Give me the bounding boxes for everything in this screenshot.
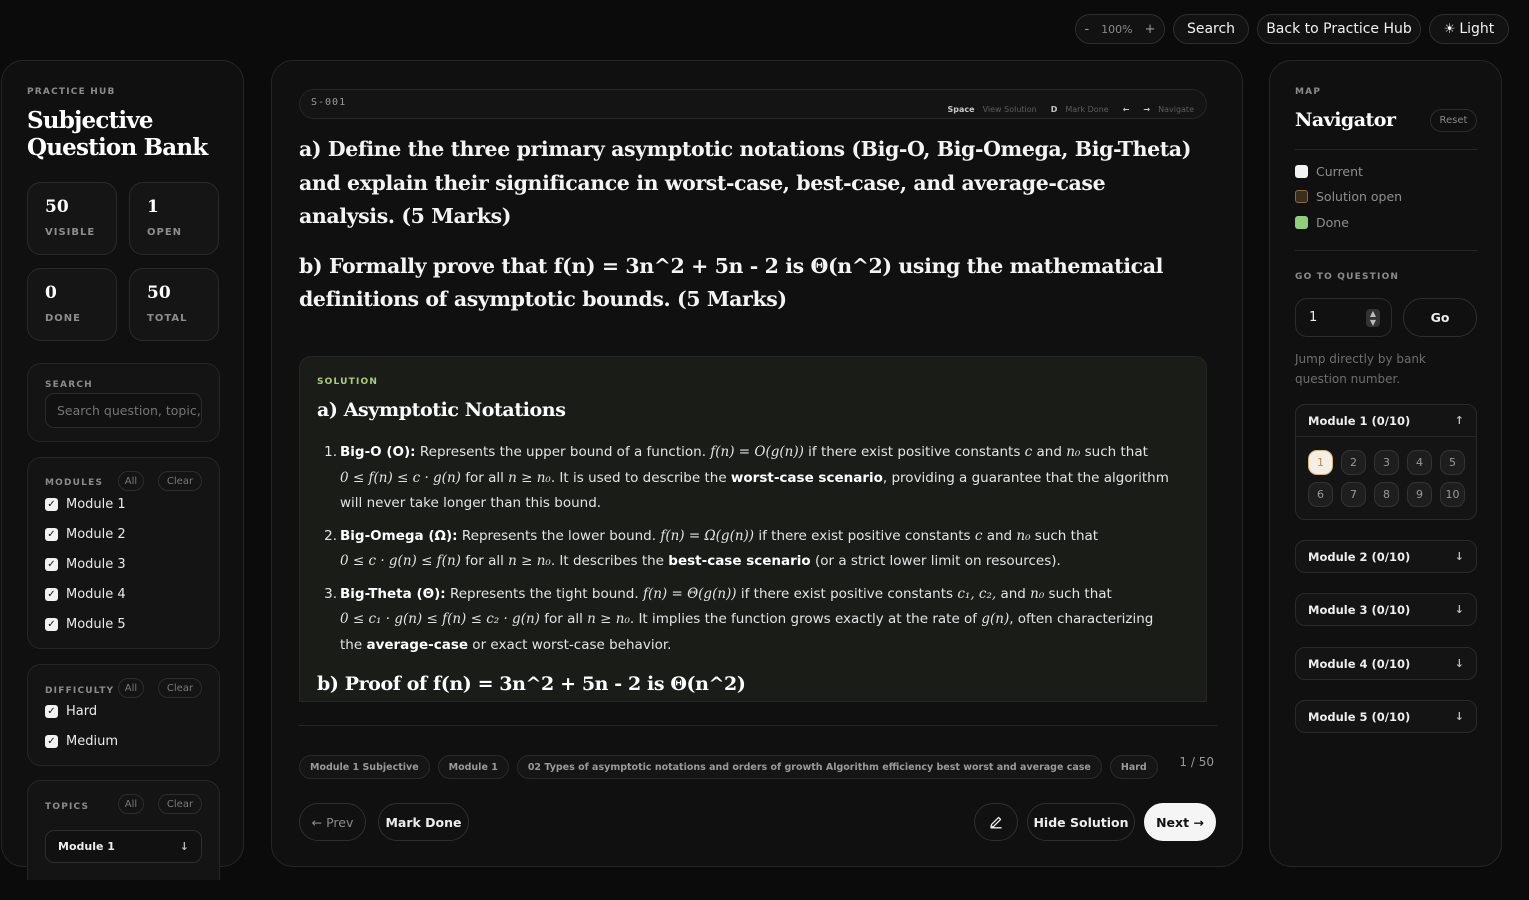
topics-all-button[interactable]: All xyxy=(118,794,144,814)
zoom-control xyxy=(1075,14,1165,44)
module-section-3[interactable] xyxy=(1295,593,1477,626)
list-item: 2. Big-Omega (Ω): Represents the lower bound. f(n) = Ω(g(n)) if there exist positive constants c and n₀ such that 0 ≤ c · g(n) ≤ f(n) for all n ≥ n₀. It describes the best-case scenario (or a strict lower limit on resources). xyxy=(324,527,1099,569)
module-section-1 xyxy=(1295,404,1477,520)
tag: Module 1 xyxy=(438,755,509,779)
stat-label: DONE xyxy=(45,313,82,324)
question-cell[interactable]: 4 xyxy=(1407,450,1432,475)
zoom-level: 100% xyxy=(1101,22,1133,36)
tag: 02 Types of asymptotic notations and orders of growth Algorithm efficiency best worst and average case xyxy=(517,755,1102,779)
difficulty-checkbox-hard[interactable] xyxy=(45,704,97,719)
arrow-down-icon: ↓ xyxy=(1454,657,1464,670)
checkbox-label: Module 3 xyxy=(66,557,126,572)
question-id: S-001 xyxy=(311,97,347,108)
divider xyxy=(1295,250,1477,251)
question-cell[interactable]: 8 xyxy=(1374,482,1399,507)
stat-label: TOTAL xyxy=(147,313,188,324)
prev-button[interactable]: ← Prev xyxy=(299,803,366,841)
legend-label: Solution open xyxy=(1316,189,1403,204)
stat-value: 1 xyxy=(147,197,159,217)
list-item: 3. Big-Theta (Θ): Represents the tight bound. f(n) = Θ(g(n)) if there exist positive constants c₁, c₂, and n₀ such that 0 ≤ c₁ · g(n) ≤ f(n) ≤ c₂ · g(n) for all n ≥ n₀. It implies the function grows exactly at the rate of g(n), often characterizing the average-case or exact worst-case behavior. xyxy=(324,585,1154,653)
zoom-out-button[interactable]: - xyxy=(1084,21,1090,37)
check-icon: ✓ xyxy=(45,618,58,631)
search-label: SEARCH xyxy=(45,380,93,390)
module-header-1[interactable] xyxy=(1296,405,1476,436)
theme-toggle-button[interactable] xyxy=(1429,14,1509,44)
arrow-right-icon: → xyxy=(1143,105,1151,114)
shortcut-key: D xyxy=(1050,105,1058,114)
legend-swatch xyxy=(1295,190,1308,203)
top-bar xyxy=(1075,14,1509,46)
search-section xyxy=(27,363,220,442)
question-cell[interactable]: 9 xyxy=(1407,482,1432,507)
question-panel xyxy=(271,60,1243,867)
search-input[interactable] xyxy=(45,393,202,428)
module-section-5[interactable] xyxy=(1295,700,1477,733)
difficulty-clear-button[interactable]: Clear xyxy=(158,678,202,698)
goto-input-value: 1 xyxy=(1309,310,1318,325)
legend-done xyxy=(1295,215,1349,230)
module-section-4[interactable] xyxy=(1295,647,1477,680)
go-button[interactable]: Go xyxy=(1403,298,1477,337)
next-button[interactable]: Next → xyxy=(1144,803,1216,841)
question-grid xyxy=(1296,436,1476,519)
topic-select[interactable] xyxy=(45,830,202,863)
tag: Module 1 Subjective xyxy=(299,755,430,779)
check-icon: ✓ xyxy=(45,558,58,571)
goto-help-text: Jump directly by bank question number. xyxy=(1295,352,1426,386)
difficulty-filter xyxy=(27,664,220,766)
stat-label: VISIBLE xyxy=(45,227,96,238)
number-spinner-icon[interactable]: ▲ ▼ xyxy=(1366,309,1380,327)
solution-label: SOLUTION xyxy=(317,377,379,387)
checkbox-label: Module 2 xyxy=(66,527,126,542)
back-to-hub-button[interactable]: Back to Practice Hub xyxy=(1257,14,1421,44)
shortcut-action: Mark Done xyxy=(1065,105,1109,114)
navigator-title: Navigator xyxy=(1295,109,1396,131)
question-header xyxy=(299,89,1207,119)
arrow-up-icon: ↑ xyxy=(1454,414,1464,427)
module-checkbox-2[interactable] xyxy=(45,527,126,542)
question-cell[interactable]: 7 xyxy=(1341,482,1366,507)
module-title: Module 4 (0/10) xyxy=(1308,656,1411,671)
navigator-eyebrow: MAP xyxy=(1295,87,1322,97)
search-button[interactable]: Search xyxy=(1173,14,1249,44)
check-icon: ✓ xyxy=(45,735,58,748)
question-cell[interactable]: 6 xyxy=(1308,482,1333,507)
question-cell[interactable]: 2 xyxy=(1341,450,1366,475)
legend-swatch xyxy=(1295,165,1308,178)
check-icon: ✓ xyxy=(45,588,58,601)
arrow-down-icon: ↓ xyxy=(179,840,189,853)
sun-icon: ☀ xyxy=(1443,21,1456,37)
module-checkbox-3[interactable] xyxy=(45,557,126,572)
solution-panel xyxy=(299,356,1207,702)
topics-filter xyxy=(27,780,220,880)
goto-label: GO TO QUESTION xyxy=(1295,272,1400,282)
edit-button[interactable] xyxy=(974,803,1018,841)
divider xyxy=(1295,149,1477,150)
question-part-a: a) Define the three primary asymptotic notations (Big-O, Big-Omega, Big-Theta) and explain their significance in worst-case, best-case, and average-case analysis. (5 Marks) xyxy=(299,137,1191,228)
module-title: Module 1 (0/10) xyxy=(1308,413,1411,428)
stat-visible xyxy=(27,182,117,255)
legend-current xyxy=(1295,164,1363,179)
topics-clear-button[interactable]: Clear xyxy=(158,794,202,814)
checkbox-label: Module 4 xyxy=(66,587,126,602)
modules-label: MODULES xyxy=(45,478,104,488)
stat-done xyxy=(27,268,117,341)
question-counter: 1 / 50 xyxy=(1179,755,1214,769)
divider xyxy=(299,725,1217,726)
tag: Hard xyxy=(1110,755,1158,779)
modules-filter xyxy=(27,457,220,649)
filter-sidebar xyxy=(1,60,244,867)
question-text xyxy=(299,133,1204,333)
module-title: Module 5 (0/10) xyxy=(1308,709,1411,724)
arrow-down-icon: ↓ xyxy=(1454,710,1464,723)
reset-button[interactable]: Reset xyxy=(1430,109,1477,132)
zoom-in-button[interactable]: + xyxy=(1144,21,1156,37)
topic-select-value: Module 1 xyxy=(58,840,115,853)
pencil-icon xyxy=(989,815,1003,829)
check-icon: ✓ xyxy=(45,528,58,541)
module-title: Module 3 (0/10) xyxy=(1308,602,1411,617)
checkbox-label: Medium xyxy=(66,734,118,749)
shortcut-action: Navigate xyxy=(1158,105,1194,114)
module-header-4[interactable] xyxy=(1296,648,1476,679)
solution-heading-a: a) Asymptotic Notations xyxy=(317,399,566,421)
mark-done-button[interactable]: Mark Done xyxy=(378,803,469,841)
checkbox-label: Hard xyxy=(66,704,98,719)
modules-clear-button[interactable]: Clear xyxy=(158,471,202,491)
navigator-panel xyxy=(1269,60,1502,867)
stat-open xyxy=(129,182,219,255)
stat-value: 50 xyxy=(147,283,171,303)
topics-label: TOPICS xyxy=(45,802,90,812)
checkbox-label: Module 1 xyxy=(66,497,126,512)
module-header-3[interactable] xyxy=(1296,594,1476,625)
question-part-b: b) Formally prove that f(n) = 3n^2 + 5n - 2 is Θ(n^2) using the mathematical definitions of asymptotic bounds. (5 Marks) xyxy=(299,253,1163,311)
module-checkbox-1[interactable] xyxy=(45,497,126,512)
difficulty-checkbox-medium[interactable] xyxy=(45,734,118,749)
shortcut-key: Space xyxy=(947,105,975,114)
check-icon: ✓ xyxy=(45,705,58,718)
arrow-left-icon: ← xyxy=(1122,105,1130,114)
module-checkbox-5[interactable] xyxy=(45,617,126,632)
modules-all-button[interactable]: All xyxy=(118,471,144,491)
module-section-2[interactable] xyxy=(1295,540,1477,573)
solution-list xyxy=(317,440,1177,665)
question-cell[interactable]: 10 xyxy=(1440,482,1465,507)
check-icon: ✓ xyxy=(45,498,58,511)
tag-list xyxy=(299,755,1158,779)
module-header-2[interactable] xyxy=(1296,541,1476,572)
arrow-down-icon: ↓ xyxy=(1454,603,1464,616)
checkbox-label: Module 5 xyxy=(66,617,126,632)
question-cell-current[interactable]: 1 xyxy=(1308,450,1333,475)
shortcut-action: View Solution xyxy=(982,105,1037,114)
goto-question-input[interactable] xyxy=(1295,298,1392,337)
solution-heading-b: b) Proof of f(n) = 3n^2 + 5n - 2 is Θ(n^2) xyxy=(317,673,746,695)
page-title: Subjective Question Bank xyxy=(27,107,208,161)
legend-swatch xyxy=(1295,216,1308,229)
module-header-5[interactable] xyxy=(1296,701,1476,732)
list-item: 1. Big-O (O): Represents the upper bound of a function. f(n) = O(g(n)) if there exist positive constants c and n₀ such that 0 ≤ f(n) ≤ c · g(n) for all n ≥ n₀. It is used to describe the worst-case scenario, providing a guarantee that the algorithm will never take longer than this bound. xyxy=(324,444,1169,511)
theme-label: Light xyxy=(1459,21,1495,37)
keyboard-shortcuts xyxy=(948,105,1194,114)
difficulty-label: DIFFICULTY xyxy=(45,686,115,696)
stat-value: 0 xyxy=(45,283,57,303)
legend-label: Current xyxy=(1316,164,1363,179)
legend-solution-open xyxy=(1295,189,1402,204)
stat-total xyxy=(129,268,219,341)
stat-value: 50 xyxy=(45,197,69,217)
question-cell[interactable]: 3 xyxy=(1374,450,1399,475)
module-checkbox-4[interactable] xyxy=(45,587,126,602)
question-cell[interactable]: 5 xyxy=(1440,450,1465,475)
arrow-down-icon: ↓ xyxy=(1454,550,1464,563)
legend-label: Done xyxy=(1316,215,1349,230)
module-title: Module 2 (0/10) xyxy=(1308,549,1411,564)
stat-label: OPEN xyxy=(147,227,183,238)
difficulty-all-button[interactable]: All xyxy=(118,678,144,698)
hide-solution-button[interactable]: Hide Solution xyxy=(1027,803,1135,841)
sidebar-eyebrow: PRACTICE HUB xyxy=(27,87,116,97)
